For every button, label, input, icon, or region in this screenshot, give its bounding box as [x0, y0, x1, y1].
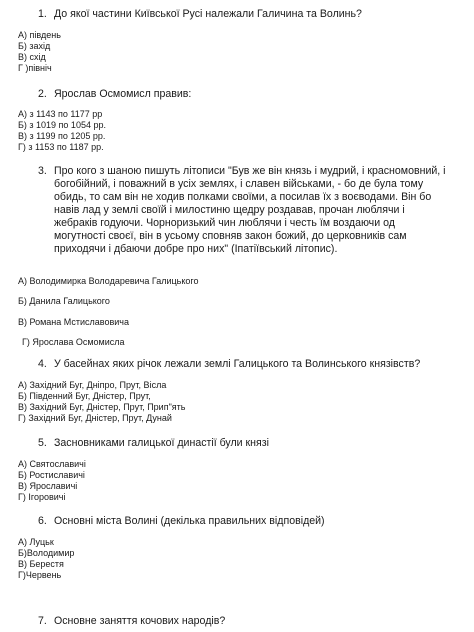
question-4 — [38, 358, 464, 371]
question-text-line: обидь, то сам він не ходив полками своїми, а посилав їх з воєводами. Він бо — [54, 191, 432, 203]
answer-option: Б) Ростиславичі — [18, 470, 85, 480]
question-number: 5. — [38, 437, 47, 449]
question-text: Ярослав Осмомисл правив: — [54, 88, 192, 100]
question-text: У басейнах яких річок лежали землі Галицького та Волинського князівств? — [54, 358, 421, 370]
answer-option: А) Святославичі — [18, 459, 86, 469]
answer-option: В) Берестя — [18, 559, 64, 569]
answer-option: А) південь — [18, 30, 61, 40]
question-text: До якої частини Київської Русі належали Галичина та Волинь? — [54, 8, 362, 20]
question-text-line: навів лад у землі своїй і милостиню щедру роздавав, прочан люблячи і — [54, 204, 405, 216]
answer-option: В) з 1199 по 1205 рр. — [18, 131, 106, 141]
answer-option: А) Західний Буг, Дніпро, Прут, Вісла — [18, 380, 167, 390]
question-1 — [38, 8, 464, 21]
question-text-line: могутності своєї, він в усьому сповняв закон божий, до церковників сам — [54, 230, 407, 242]
answer-option: Г )північ — [18, 63, 52, 73]
question-text-line: приходячи і дбаючи добре про них" (Іпатіївський літопис). — [54, 243, 338, 255]
question-6 — [38, 515, 464, 528]
question-number: 1. — [38, 8, 47, 20]
answer-option: В) Ярославичі — [18, 481, 78, 491]
question-number: 6. — [38, 515, 47, 527]
answer-option: В) Романа Мстиславовича — [18, 317, 129, 327]
question-text-line: Про кого з шаною пишуть літописи "Був же він князь і мудрий, і красномовний, і — [54, 165, 446, 177]
answer-option: Б) з 1019 по 1054 рр. — [18, 120, 106, 130]
question-text-line: богобійний, і поважний в усіх землях, і славен військами, - бо де була тому — [54, 178, 424, 190]
question-7 — [38, 615, 464, 628]
question-3 — [38, 165, 464, 256]
answer-option: Г) з 1153 по 1187 рр. — [18, 142, 104, 152]
question-text-line: жебраків годуючи. Чорноризький чин люблячи і честь їм воздаючи од — [54, 217, 395, 229]
answer-option: Г) Ярослава Осмомисла — [22, 337, 125, 347]
question-text — [54, 165, 464, 256]
answer-option: А) з 1143 по 1177 рр — [18, 109, 103, 119]
answer-option: Г) Західний Буг, Дністер, Прут, Дунай — [18, 413, 172, 423]
question-number: 4. — [38, 358, 47, 370]
answer-option: Б) Данила Галицького — [18, 296, 110, 306]
answer-option: Б) захід — [18, 41, 51, 51]
answer-option: В) схід — [18, 52, 46, 62]
question-2 — [38, 88, 464, 101]
answer-option: А) Луцьк — [18, 537, 54, 547]
answer-option: Б) Південний Буг, Дністер, Прут, — [18, 391, 151, 401]
answer-option: А) Володимирка Володаревича Галицького — [18, 276, 199, 286]
answer-option: Б)Володимир — [18, 548, 75, 558]
question-5 — [38, 437, 464, 450]
question-text: Основні міста Волині (декілька правильних відповідей) — [54, 515, 325, 527]
question-number: 7. — [38, 615, 47, 627]
answer-option: В) Західний Буг, Дністер, Прут, Прип"ять — [18, 402, 186, 412]
answer-option: Г) Ігоровичі — [18, 492, 66, 502]
question-number: 2. — [38, 88, 47, 100]
answer-option: Г)Червень — [18, 570, 62, 580]
question-number: 3. — [38, 165, 47, 177]
question-text: Засновниками галицької династії були князі — [54, 437, 269, 449]
question-text: Основне заняття кочових народів? — [54, 615, 226, 627]
